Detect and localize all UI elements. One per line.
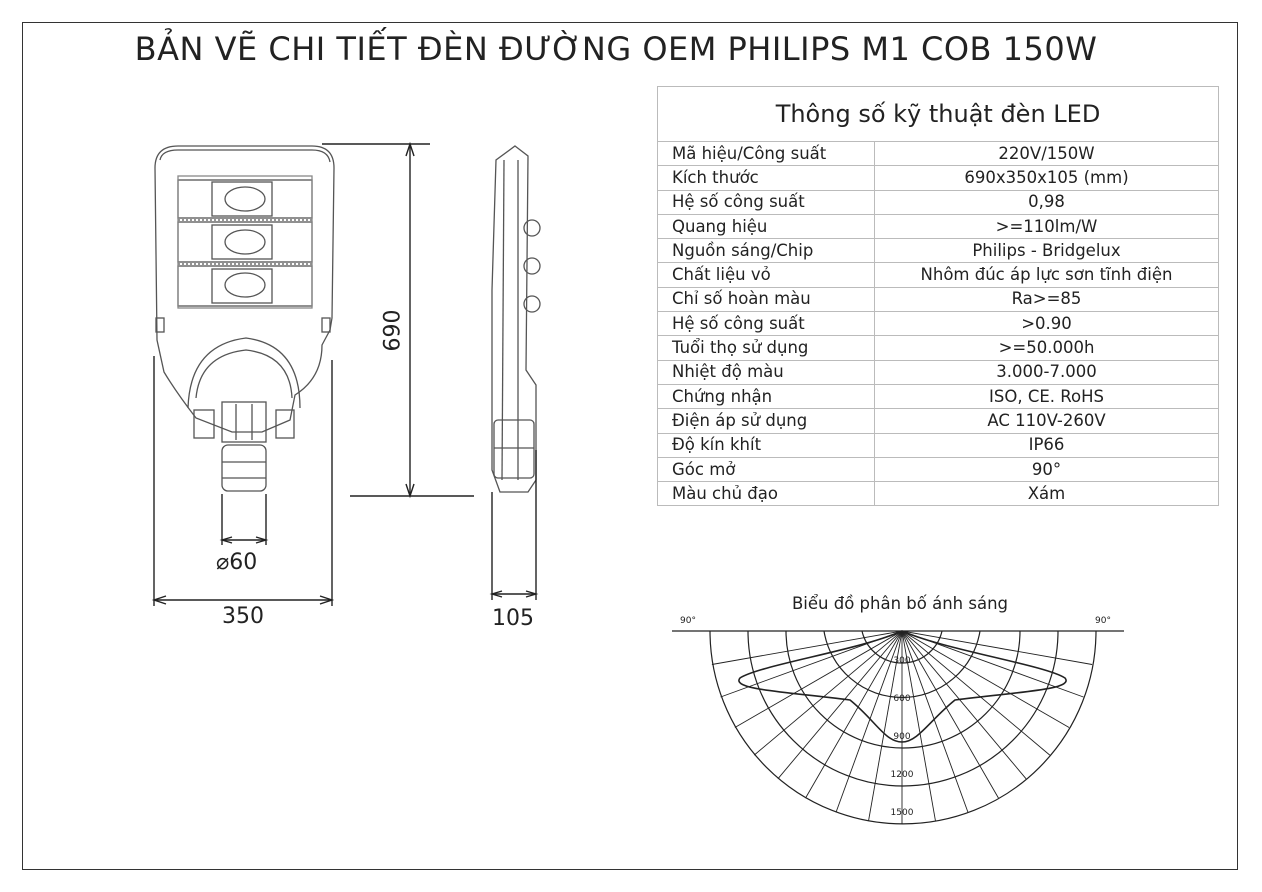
- spec-value: Xám: [875, 482, 1219, 506]
- spec-key: Nguồn sáng/Chip: [658, 239, 875, 263]
- spec-value: >=50.000h: [875, 336, 1219, 360]
- spec-value: Nhôm đúc áp lực sơn tĩnh điện: [875, 263, 1219, 287]
- polar-ring-label: 900: [893, 732, 911, 742]
- spec-value: 690x350x105 (mm): [875, 166, 1219, 190]
- spec-value: Philips - Bridgelux: [875, 239, 1219, 263]
- spec-value: >=110lm/W: [875, 214, 1219, 238]
- spec-key: Góc mở: [658, 457, 875, 481]
- lamp-side-body: [492, 146, 536, 492]
- led-module-2: [178, 222, 312, 262]
- width-dimension-label: 350: [222, 604, 264, 629]
- spec-table-header: Thông số kỹ thuật đèn LED: [658, 87, 1219, 142]
- polar-chart-title: Biểu đồ phân bố ánh sáng: [791, 594, 1009, 613]
- spec-value: IP66: [875, 433, 1219, 457]
- spec-value: ISO, CE. RoHS: [875, 384, 1219, 408]
- polar-ring-label: 300: [893, 656, 911, 666]
- spec-key: Chất liệu vỏ: [658, 263, 875, 287]
- spec-key: Hệ số công suất: [658, 190, 875, 214]
- led-module-1: [178, 180, 312, 218]
- height-dimension-label: 690: [380, 309, 406, 352]
- polar-ring-label: 1500: [890, 808, 914, 818]
- polar-angle-right: 90°: [1095, 616, 1111, 626]
- pole-socket: [222, 445, 266, 491]
- spec-key: Chứng nhận: [658, 384, 875, 408]
- lamp-front-body: [155, 146, 334, 432]
- polar-angle-left: 90°: [680, 616, 696, 626]
- spec-key: Độ kín khít: [658, 433, 875, 457]
- depth-dimension-label: 105: [492, 606, 534, 631]
- spec-value: >0.90: [875, 312, 1219, 336]
- spec-key: Tuổi thọ sử dụng: [658, 336, 875, 360]
- spec-key: Điện áp sử dụng: [658, 409, 875, 433]
- led-module-3: [178, 266, 312, 306]
- spec-key: Mã hiệu/Công suất: [658, 142, 875, 166]
- spec-key: Màu chủ đạo: [658, 482, 875, 506]
- spec-key: Kích thước: [658, 166, 875, 190]
- spec-key: Chỉ số hoàn màu: [658, 287, 875, 311]
- spec-value: 90°: [875, 457, 1219, 481]
- spec-key: Quang hiệu: [658, 214, 875, 238]
- spec-key: Hệ số công suất: [658, 312, 875, 336]
- polar-ring-label: 600: [893, 694, 911, 704]
- spec-value: 0,98: [875, 190, 1219, 214]
- light-distribution-curve: [739, 631, 1066, 742]
- spec-value: Ra>=85: [875, 287, 1219, 311]
- spec-key: Nhiệt độ màu: [658, 360, 875, 384]
- spec-value: AC 110V-260V: [875, 409, 1219, 433]
- spec-value: 220V/150W: [875, 142, 1219, 166]
- diameter-dimension-label: ⌀60: [216, 550, 258, 575]
- page-title: BẢN VẼ CHI TIẾT ĐÈN ĐƯỜNG OEM PHILIPS M1 COB 150W: [134, 30, 1098, 68]
- pole-clamp: [222, 402, 266, 442]
- spec-value: 3.000-7.000: [875, 360, 1219, 384]
- polar-ring-label: 1200: [890, 770, 914, 780]
